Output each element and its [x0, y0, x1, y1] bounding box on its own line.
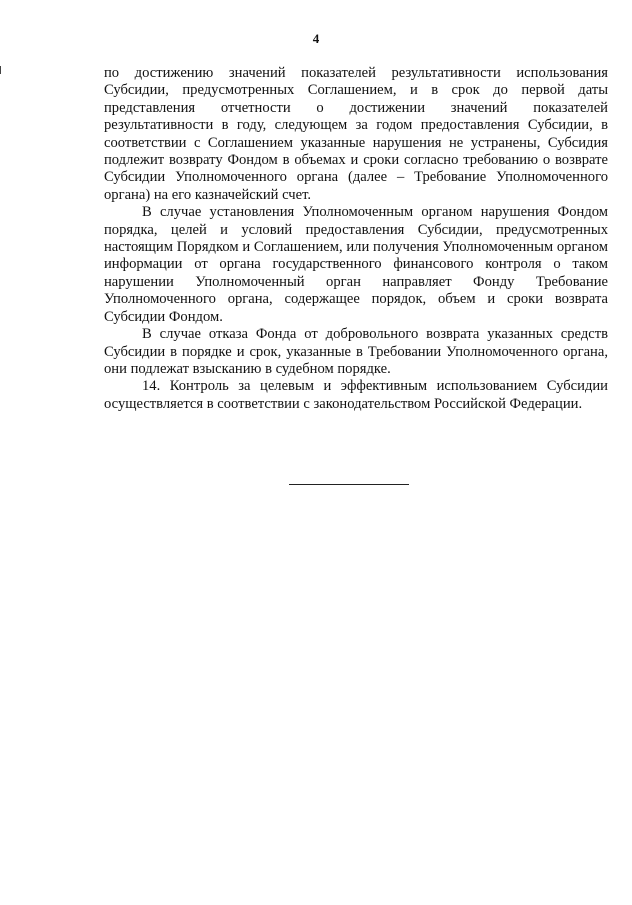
- paragraph-control-14: 14. Контроль за целевым и эффективным использованием Субсидии осуществляется в соответствии с законодательством Российской Федерации.: [104, 378, 608, 412]
- document-body: [104, 65, 608, 413]
- paragraph-violation-claim: В случае установления Уполномоченным органом нарушения Фондом порядка, целей и условий предоставления Субсидии, предусмотренных настоящим Порядком и Соглашением, или получения Уполномоченным органом информации от органа государственного финансового контроля о таком нарушении Уполномоченный орган направляет Фонду Требование Уполномоченного органа, содержащее порядок, объем и сроки возврата Субсидии Фондом.: [104, 204, 608, 325]
- end-of-text-separator: [289, 484, 409, 485]
- scan-edge-mark: [0, 66, 1, 74]
- paragraph-refusal: В случае отказа Фонда от добровольного возврата указанных средств Субсидии в порядке и срок, указанные в Требовании Уполномоченного органа, они подлежат взысканию в судебном порядке.: [104, 326, 608, 377]
- paragraph-continuation: по достижению значений показателей результативности использования Субсидии, предусмотренных Соглашением, и в срок до первой даты представления отчетности о достижении значений показателей результативности в году, следующем за годом предоставления Субсидии, в соответствии с Соглашением указанные нарушения не устранены, Субсидия подлежит возврату Фондом в объемах и сроки согласно требованию о возврате Субсидии Уполномоченного органа (далее – Требование Уполномоченного органа) на его казначейский счет.: [104, 65, 608, 203]
- page-number: 4: [312, 31, 320, 46]
